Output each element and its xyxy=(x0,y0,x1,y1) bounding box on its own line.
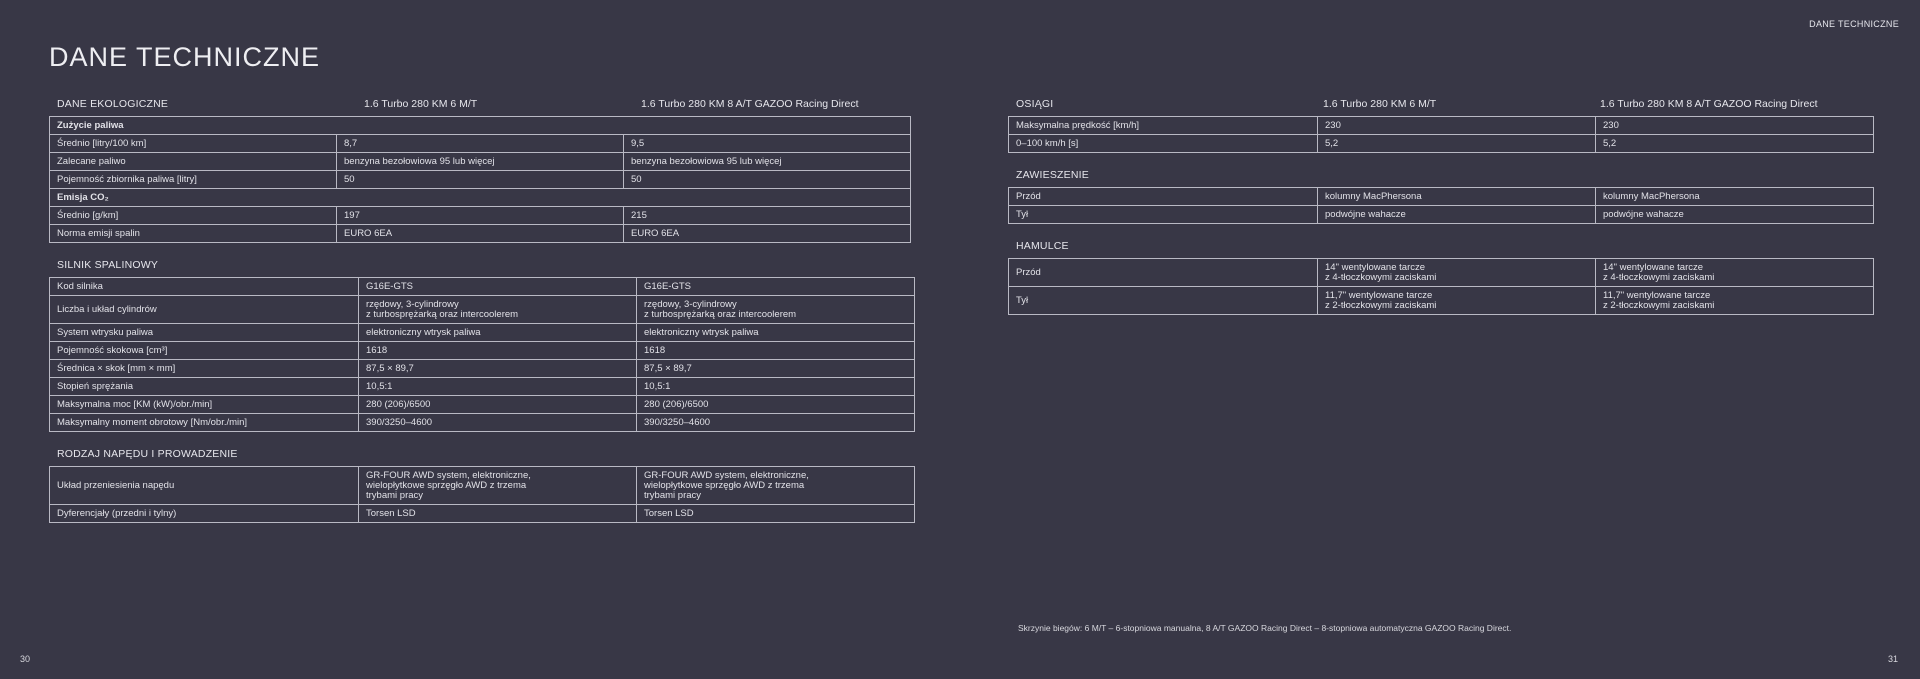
spec-label: Maksymalna prędkość [km/h] xyxy=(1009,117,1318,135)
spec-label: Średnica × skok [mm × mm] xyxy=(50,360,359,378)
spec-value-automatic: 14" wentylowane tarcze z 4-tłoczkowymi zaciskami xyxy=(1596,259,1874,287)
spec-label: Stopień sprężania xyxy=(50,378,359,396)
spec-value-automatic: 87,5 × 89,7 xyxy=(637,360,915,378)
spec-value-automatic: 390/3250–4600 xyxy=(637,414,915,432)
spec-label: Liczba i układ cylindrów xyxy=(50,296,359,324)
column-header-automatic: 1.6 Turbo 280 KM 8 A/T GAZOO Racing Direct xyxy=(641,98,859,110)
gearbox-footnote: Skrzynie biegów: 6 M/T – 6-stopniowa manualna, 8 A/T GAZOO Racing Direct – 8-stopniowa automatyczna GAZOO Racing Direct. xyxy=(1018,623,1512,633)
left-page-column xyxy=(49,92,911,523)
table-row xyxy=(50,278,915,296)
spec-value-manual: Torsen LSD xyxy=(359,505,637,523)
spec-label: Maksymalna moc [KM (kW)/obr./min] xyxy=(50,396,359,414)
spec-value-automatic: rzędowy, 3-cylindrowy z turbosprężarką oraz intercoolerem xyxy=(637,296,915,324)
table-row xyxy=(1009,259,1874,287)
table-row xyxy=(1009,135,1874,153)
table-row xyxy=(50,378,915,396)
column-header-manual: 1.6 Turbo 280 KM 6 M/T xyxy=(1323,98,1437,110)
brakes-section-header xyxy=(1008,234,1870,258)
spec-label: Przód xyxy=(1009,259,1318,287)
spec-value-automatic: 230 xyxy=(1596,117,1874,135)
spec-value-manual: 230 xyxy=(1318,117,1596,135)
table-row xyxy=(50,171,911,189)
table-row xyxy=(1009,117,1874,135)
column-header-automatic: 1.6 Turbo 280 KM 8 A/T GAZOO Racing Direct xyxy=(1600,98,1818,110)
spec-value-manual: 197 xyxy=(337,207,624,225)
spec-value-automatic: Torsen LSD xyxy=(637,505,915,523)
brakes-heading: HAMULCE xyxy=(1016,240,1069,252)
spec-value-automatic: EURO 6EA xyxy=(624,225,911,243)
spec-value-automatic: kolumny MacPhersona xyxy=(1596,188,1874,206)
spec-value-manual: elektroniczny wtrysk paliwa xyxy=(359,324,637,342)
spec-label: Pojemność zbiornika paliwa [litry] xyxy=(50,171,337,189)
spec-label: Układ przeniesienia napędu xyxy=(50,467,359,505)
table-row xyxy=(50,467,915,505)
drive-heading: RODZAJ NAPĘDU I PROWADZENIE xyxy=(57,448,238,460)
page-number-left: 30 xyxy=(20,654,31,664)
table-row xyxy=(1009,206,1874,224)
spec-value-manual: 5,2 xyxy=(1318,135,1596,153)
table-row xyxy=(50,505,915,523)
suspension-table xyxy=(1008,187,1874,224)
spec-value-manual: kolumny MacPhersona xyxy=(1318,188,1596,206)
drive-section-header xyxy=(49,442,911,466)
suspension-heading: ZAWIESZENIE xyxy=(1016,169,1089,181)
eco-section-header xyxy=(49,92,911,116)
spec-value-automatic: 280 (206)/6500 xyxy=(637,396,915,414)
spec-label: Tył xyxy=(1009,287,1318,315)
spec-value-manual: 8,7 xyxy=(337,135,624,153)
spec-label: Norma emisji spalin xyxy=(50,225,337,243)
table-row xyxy=(50,414,915,432)
table-row xyxy=(50,207,911,225)
performance-section-header xyxy=(1008,92,1870,116)
spec-value-manual: G16E-GTS xyxy=(359,278,637,296)
spec-value-manual: 390/3250–4600 xyxy=(359,414,637,432)
page-number-right: 31 xyxy=(1887,654,1898,664)
spec-value-automatic: 10,5:1 xyxy=(637,378,915,396)
eco-table xyxy=(49,116,911,243)
table-row xyxy=(1009,287,1874,315)
spec-value-automatic: 9,5 xyxy=(624,135,911,153)
table-row xyxy=(50,396,915,414)
spec-label: Zalecane paliwo xyxy=(50,153,337,171)
spec-value-manual: 1618 xyxy=(359,342,637,360)
table-row xyxy=(1009,188,1874,206)
right-page-column xyxy=(1008,92,1870,315)
performance-table xyxy=(1008,116,1874,153)
spec-label: Średnio [litry/100 km] xyxy=(50,135,337,153)
spec-value-manual: benzyna bezołowiowa 95 lub więcej xyxy=(337,153,624,171)
spec-value-manual: 87,5 × 89,7 xyxy=(359,360,637,378)
performance-heading: OSIĄGI xyxy=(1016,98,1054,110)
table-row xyxy=(50,225,911,243)
engine-section-header xyxy=(49,253,911,277)
spec-label: 0–100 km/h [s] xyxy=(1009,135,1318,153)
spec-label: Maksymalny moment obrotowy [Nm/obr./min] xyxy=(50,414,359,432)
spec-value-automatic: 11,7" wentylowane tarcze z 2-tłoczkowymi zaciskami xyxy=(1596,287,1874,315)
spec-label: Dyferencjały (przedni i tylny) xyxy=(50,505,359,523)
table-row xyxy=(50,342,915,360)
table-subheader-row xyxy=(50,117,911,135)
spec-value-manual: EURO 6EA xyxy=(337,225,624,243)
engine-table xyxy=(49,277,915,432)
spec-label: Kod silnika xyxy=(50,278,359,296)
spec-value-automatic: podwójne wahacze xyxy=(1596,206,1874,224)
table-row xyxy=(50,153,911,171)
spec-value-manual: 14" wentylowane tarcze z 4-tłoczkowymi zaciskami xyxy=(1318,259,1596,287)
spec-label: Tył xyxy=(1009,206,1318,224)
spec-value-automatic: GR-FOUR AWD system, elektroniczne, wielopłytkowe sprzęgło AWD z trzema trybami pracy xyxy=(637,467,915,505)
spec-value-manual: GR-FOUR AWD system, elektroniczne, wielopłytkowe sprzęgło AWD z trzema trybami pracy xyxy=(359,467,637,505)
table-row xyxy=(50,360,915,378)
spec-value-automatic: 5,2 xyxy=(1596,135,1874,153)
drive-table xyxy=(49,466,915,523)
spec-value-automatic: 50 xyxy=(624,171,911,189)
spec-value-manual: 11,7" wentylowane tarcze z 2-tłoczkowymi zaciskami xyxy=(1318,287,1596,315)
spec-value-automatic: benzyna bezołowiowa 95 lub więcej xyxy=(624,153,911,171)
brakes-table xyxy=(1008,258,1874,315)
engine-heading: SILNIK SPALINOWY xyxy=(57,259,159,271)
page-title: DANE TECHNICZNE xyxy=(49,42,321,72)
header-section-label: DANE TECHNICZNE xyxy=(1809,19,1899,29)
co2-emission-subheading: Emisja CO₂ xyxy=(50,189,911,207)
suspension-section-header xyxy=(1008,163,1870,187)
spec-value-automatic: G16E-GTS xyxy=(637,278,915,296)
table-subheader-row xyxy=(50,189,911,207)
spec-value-manual: podwójne wahacze xyxy=(1318,206,1596,224)
spec-value-manual: rzędowy, 3-cylindrowy z turbosprężarką oraz intercoolerem xyxy=(359,296,637,324)
spec-value-automatic: elektroniczny wtrysk paliwa xyxy=(637,324,915,342)
fuel-consumption-subheading: Zużycie paliwa xyxy=(50,117,911,135)
spec-label: Średnio [g/km] xyxy=(50,207,337,225)
spec-label: Przód xyxy=(1009,188,1318,206)
table-row xyxy=(50,296,915,324)
spec-label: System wtrysku paliwa xyxy=(50,324,359,342)
spec-value-manual: 10,5:1 xyxy=(359,378,637,396)
column-header-manual: 1.6 Turbo 280 KM 6 M/T xyxy=(364,98,478,110)
spec-value-automatic: 215 xyxy=(624,207,911,225)
eco-heading: DANE EKOLOGICZNE xyxy=(57,98,169,110)
spec-value-manual: 280 (206)/6500 xyxy=(359,396,637,414)
table-row xyxy=(50,324,915,342)
spec-value-manual: 50 xyxy=(337,171,624,189)
spec-value-automatic: 1618 xyxy=(637,342,915,360)
spec-label: Pojemność skokowa [cm³] xyxy=(50,342,359,360)
table-row xyxy=(50,135,911,153)
